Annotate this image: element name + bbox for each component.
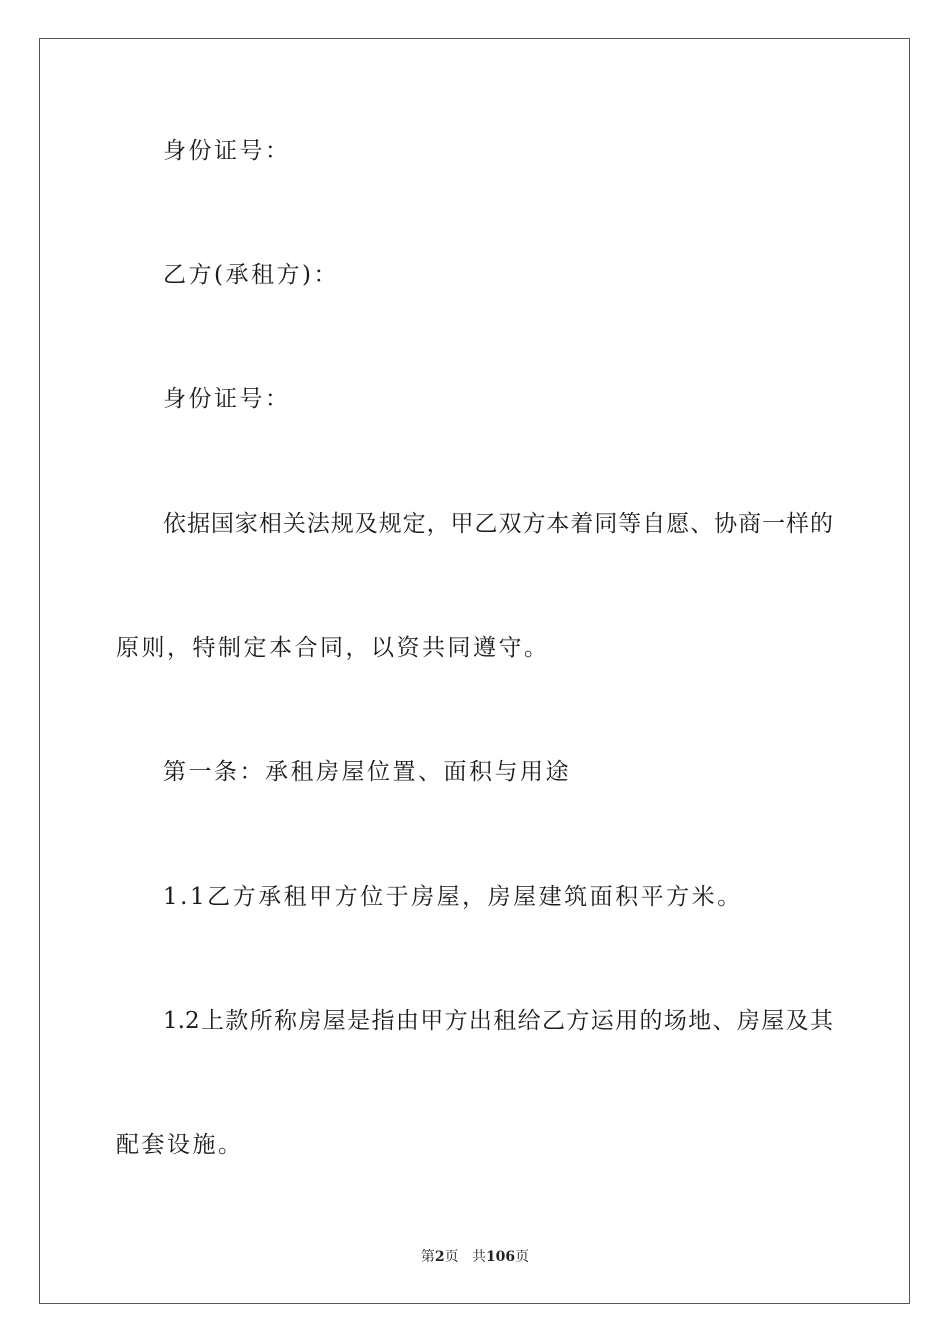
page-prefix: 第 [420, 1249, 435, 1265]
clause-1-1: 1.1乙方承租甲方位于房屋，房屋建筑面积平方米。 [163, 884, 743, 910]
id-number-label-party-a: 身份证号： [163, 138, 291, 164]
total-pages: 106 [485, 1249, 516, 1265]
id-number-label-party-b: 身份证号： [163, 386, 291, 412]
total-suffix: 页 [515, 1249, 530, 1265]
clause-1-2-line-1: 1.2上款所称房屋是指由甲方出租给乙方运用的场地、房屋及其 [163, 1008, 833, 1034]
preamble-line-1: 依据国家相关法规及规定，甲乙双方本着同等自愿、协商一样的 [163, 511, 833, 537]
party-b-label: 乙方(承租方)： [163, 262, 339, 288]
clause-1-2-line-2: 配套设施。 [116, 1132, 244, 1158]
page-suffix: 页 [444, 1249, 459, 1265]
article-1-heading: 第一条：承租房屋位置、面积与用途 [163, 759, 571, 785]
page-number: 2 [434, 1249, 445, 1265]
total-prefix: 共 [471, 1249, 486, 1265]
page-border [39, 38, 910, 1304]
preamble-line-2: 原则，特制定本合同，以资共同遵守。 [116, 635, 550, 661]
page-footer [0, 1248, 950, 1266]
